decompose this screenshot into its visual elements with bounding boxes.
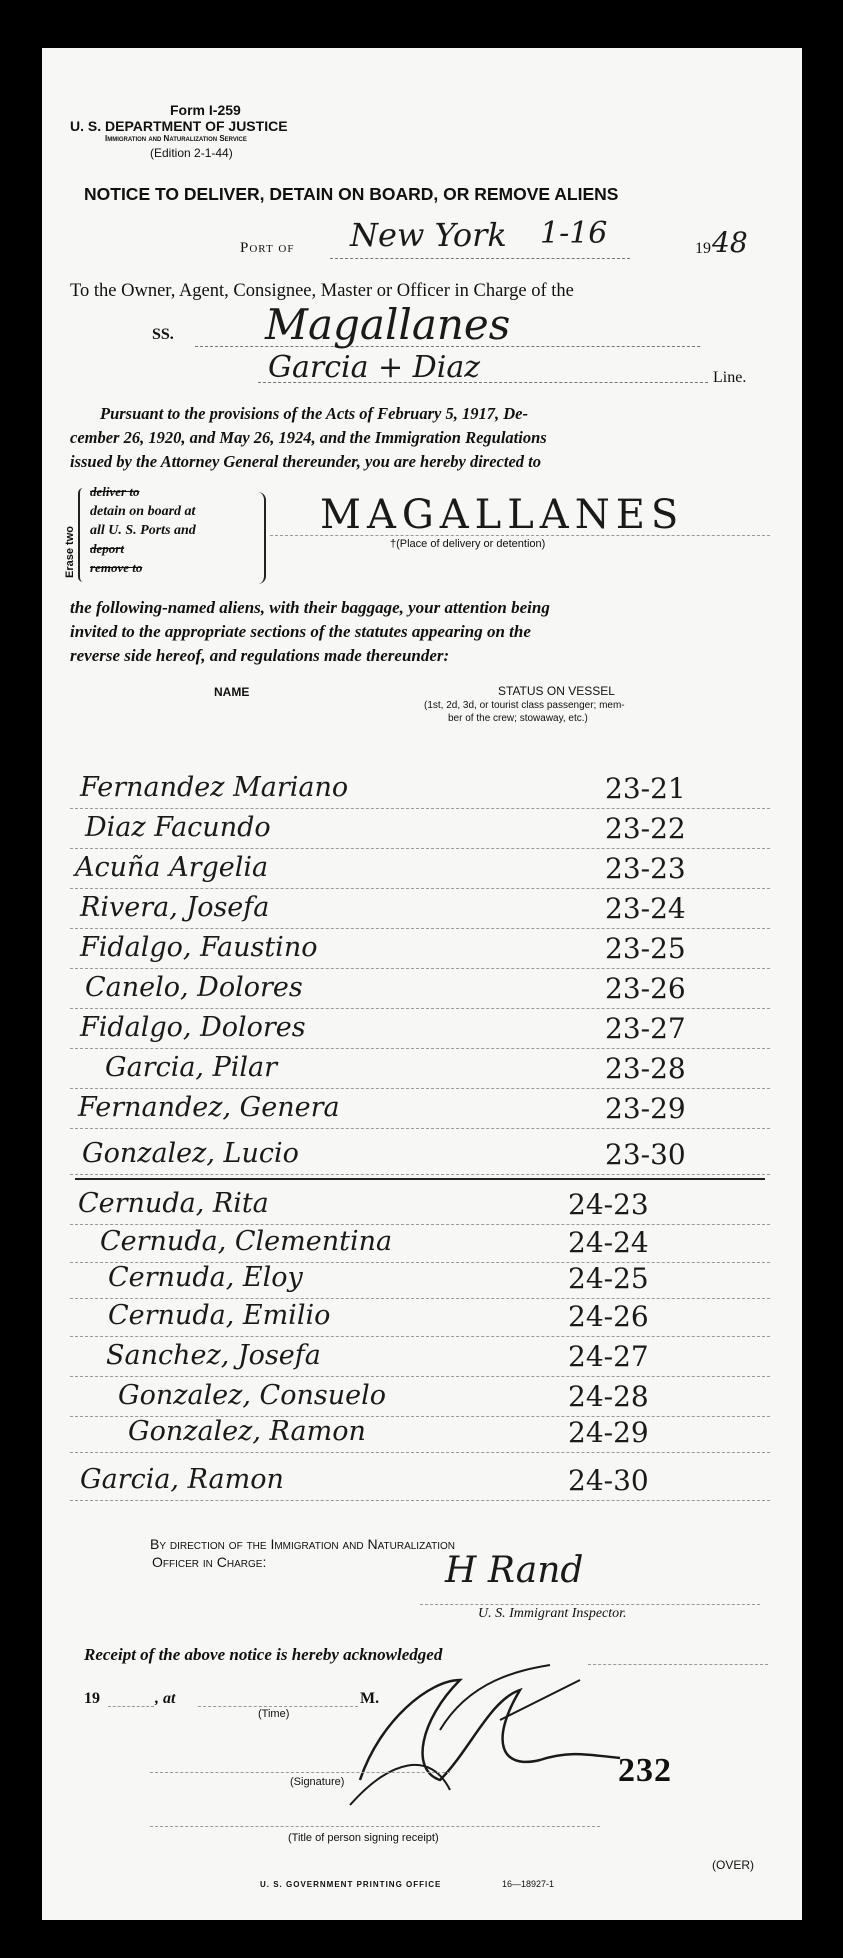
left-bracket — [78, 488, 83, 582]
alien-status: 23-30 — [605, 1138, 686, 1171]
alien-status: 24-24 — [568, 1226, 649, 1259]
follow-line-3: reverse side hereof, and regulations made thereunder: — [70, 646, 450, 665]
direction-line-1: By direction of the Immigration and Naturalization — [150, 1536, 456, 1552]
row-rule — [70, 1174, 770, 1175]
alien-name: Gonzalez, Consuelo — [118, 1380, 386, 1411]
alien-name: Garcia, Ramon — [80, 1464, 284, 1495]
receipt-text: Receipt of the above notice is hereby acknowledged — [84, 1645, 443, 1664]
row-rule — [70, 1008, 770, 1009]
option-deliver: deliver to — [90, 484, 140, 499]
column-name: NAME — [214, 685, 250, 699]
ship-name: Magallanes — [265, 300, 511, 349]
intro-line-3: issued by the Attorney General thereunder, you are hereby directed to — [70, 452, 541, 471]
stamp-number: 232 — [618, 1752, 672, 1789]
option-deport: deport — [90, 541, 124, 556]
intro-line-2: cember 26, 1920, and May 26, 1924, and the Immigration Regulations — [70, 428, 547, 447]
column-status: STATUS ON VESSEL — [498, 684, 615, 698]
alien-name: Cernuda, Rita — [78, 1188, 269, 1219]
alien-status: 23-25 — [605, 932, 686, 965]
line-value: Garcia + Diaz — [268, 350, 481, 385]
alien-status: 23-24 — [605, 892, 686, 925]
alien-name: Rivera, Josefa — [80, 892, 270, 923]
intro-line-1: Pursuant to the provisions of the Acts of February 5, 1917, De- — [100, 404, 528, 423]
time-label: (Time) — [258, 1708, 290, 1720]
to-line: To the Owner, Agent, Consignee, Master or Officer in Charge of the — [70, 281, 574, 301]
department: U. S. DEPARTMENT OF JUSTICE — [70, 118, 288, 134]
row-rule — [70, 1500, 770, 1501]
row-rule — [70, 888, 770, 889]
status-note-1: (1st, 2d, 3d, or tourist class passenger; mem- — [424, 700, 625, 711]
alien-status: 24-25 — [568, 1262, 649, 1295]
right-bracket — [258, 492, 266, 584]
receipt-at: , at — [155, 1690, 176, 1707]
alien-name: Cernuda, Emilio — [108, 1300, 331, 1331]
alien-status: 23-23 — [605, 852, 686, 885]
alien-name: Diaz Facundo — [85, 812, 271, 843]
alien-status: 23-29 — [605, 1092, 686, 1125]
alien-name: Canelo, Dolores — [85, 972, 303, 1003]
alien-name: Garcia, Pilar — [105, 1052, 278, 1083]
erase-note: Erase two — [64, 526, 76, 578]
row-rule — [70, 1088, 770, 1089]
line-label: Line. — [713, 369, 747, 386]
alien-name: Gonzalez, Ramon — [128, 1416, 366, 1447]
alien-status: 24-23 — [568, 1188, 649, 1221]
alien-name: Gonzalez, Lucio — [82, 1138, 299, 1169]
status-note-2: ber of the crew; stowaway, etc.) — [448, 713, 588, 724]
port-year: 48 — [712, 226, 748, 259]
year-prefix: 19 — [695, 240, 711, 257]
alien-status: 24-30 — [568, 1464, 649, 1497]
row-rule — [70, 1128, 770, 1129]
alien-name: Acuña Argelia — [75, 852, 269, 883]
alien-name: Fernandez Mariano — [80, 772, 349, 803]
footer-code: 16—18927-1 — [502, 1879, 555, 1889]
inspector-signature: H Rand — [445, 1550, 584, 1591]
alien-status: 24-28 — [568, 1380, 649, 1413]
row-rule — [70, 1048, 770, 1049]
row-rule — [70, 1336, 770, 1337]
alien-name: Fidalgo, Faustino — [80, 932, 318, 963]
option-remove: remove to — [90, 560, 143, 575]
signature-label: (Signature) — [290, 1776, 345, 1788]
row-rule — [70, 808, 770, 809]
port-value: New York — [350, 216, 507, 254]
alien-status: 24-27 — [568, 1340, 649, 1373]
row-rule — [70, 1224, 770, 1225]
receipt-year: 19 — [84, 1690, 100, 1707]
form-number: Form I-259 — [170, 102, 241, 118]
row-rule — [70, 848, 770, 849]
row-rule — [70, 968, 770, 969]
row-rule — [70, 1452, 770, 1453]
row-rule — [70, 1376, 770, 1377]
port-date: 1-16 — [540, 216, 608, 251]
inspector-title: U. S. Immigrant Inspector. — [478, 1606, 627, 1621]
follow-line-2: invited to the appropriate sections of the statutes appearing on the — [70, 622, 531, 641]
ss-label: SS. — [152, 326, 174, 343]
edition: (Edition 2-1-44) — [150, 146, 233, 160]
row-rule — [70, 928, 770, 929]
alien-name: Cernuda, Clementina — [100, 1226, 393, 1257]
port-label: Port of — [240, 240, 295, 256]
form-title: NOTICE TO DELIVER, DETAIN ON BOARD, OR REMOVE ALIENS — [84, 184, 619, 204]
group-divider — [75, 1178, 765, 1180]
option-detain: detain on board at — [90, 504, 196, 519]
alien-status: 24-26 — [568, 1300, 649, 1333]
alien-status: 23-26 — [605, 972, 686, 1005]
alien-name: Sanchez, Josefa — [106, 1340, 321, 1371]
over-label: (OVER) — [712, 1858, 754, 1872]
row-rule — [70, 1298, 770, 1299]
alien-name: Fidalgo, Dolores — [80, 1012, 306, 1043]
alien-name: Cernuda, Eloy — [108, 1262, 303, 1293]
place-caption: †(Place of delivery or detention) — [390, 538, 546, 550]
follow-line-1: the following-named aliens, with their baggage, your attention being — [70, 598, 550, 617]
alien-status: 23-21 — [605, 772, 686, 805]
alien-status: 23-27 — [605, 1012, 686, 1045]
place-value: MAGALLANES — [320, 492, 685, 538]
alien-status: 23-22 — [605, 812, 686, 845]
title-label: (Title of person signing receipt) — [288, 1832, 439, 1844]
alien-status: 23-28 — [605, 1052, 686, 1085]
alien-name: Fernandez, Genera — [78, 1092, 340, 1123]
receipt-m: M. — [360, 1690, 380, 1707]
footer-printer: U. S. GOVERNMENT PRINTING OFFICE — [260, 1880, 442, 1889]
direction-line-2: Officer in Charge: — [152, 1554, 267, 1570]
receiver-signature — [320, 1660, 640, 1810]
alien-status: 24-29 — [568, 1416, 649, 1449]
option-ports: all U. S. Ports and — [90, 523, 196, 538]
service: Immigration and Naturalization Service — [105, 134, 247, 143]
